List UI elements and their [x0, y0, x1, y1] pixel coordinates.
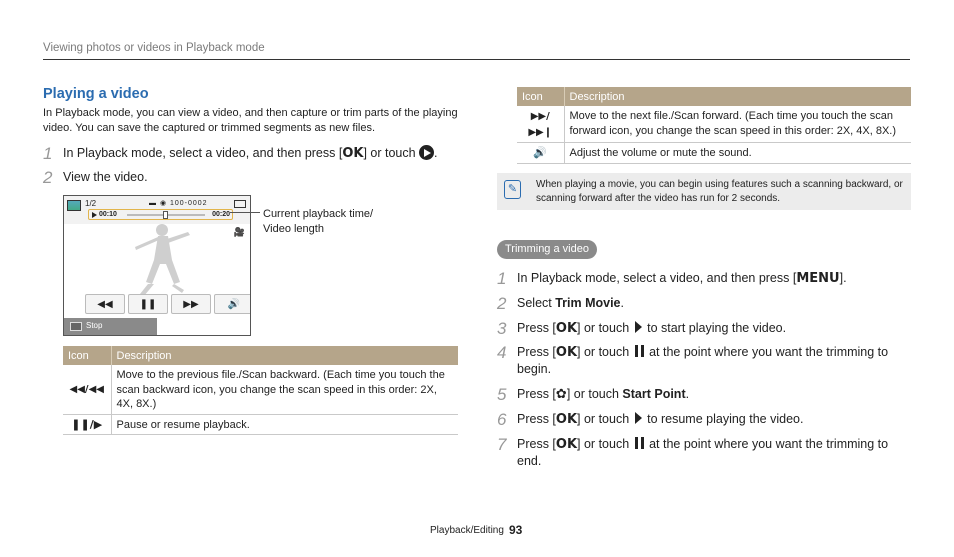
step-number: 1: [43, 144, 53, 163]
table-row: [517, 143, 911, 164]
pause-icon: [635, 437, 644, 449]
ok-button-glyph: OK: [555, 437, 578, 452]
progress-track: [127, 214, 205, 216]
back-key-icon: [70, 322, 82, 331]
pause-button[interactable]: [128, 294, 168, 314]
rewind-icon: ◀◀/◀◀: [63, 365, 111, 414]
file-count: 1/2: [85, 199, 97, 208]
table-header-icon: Icon: [517, 87, 564, 106]
header-divider: [43, 59, 910, 60]
section-intro: In Playback mode, you can view a video, and then capture or trim parts of the playing video. You can save the captured or trimmed segments as new files.: [43, 107, 458, 134]
subsection-pill: Trimming a video: [497, 240, 597, 259]
volume-icon: 🔊: [227, 298, 241, 310]
ok-button-glyph: OK: [342, 146, 364, 161]
ok-button-glyph: OK: [555, 412, 578, 427]
note-pencil-icon: ✎: [504, 180, 521, 199]
trim-step-3: 3 Press [OK] or touch to start playing the video.: [497, 319, 787, 338]
icon-description-table-right: [517, 87, 911, 164]
camera-icon: 🎥: [233, 227, 245, 237]
table-row: [63, 414, 458, 435]
status-icons: ▬ ◉ 100-0002: [149, 200, 208, 207]
footer-section-label: Playback/Editing: [430, 525, 504, 536]
ok-button-glyph: OK: [555, 321, 578, 336]
running-header: Viewing photos or videos in Playback mode: [43, 42, 265, 54]
play-icon: [92, 212, 97, 218]
trim-step-7: 7 Press [OK] or touch at the point where you want the trimming to end.: [497, 435, 889, 468]
fast-forward-icon: ▶▶/▶▶❙: [517, 106, 564, 143]
table-cell-description: Move to the next file./Scan forward. (Each time you touch the scan forward icon, you change the scan speed in this order: 2X, 4X, 8X.): [564, 106, 911, 143]
total-time: 00:20: [212, 211, 230, 218]
table-header-icon: Icon: [63, 346, 111, 365]
table-cell-description: Adjust the volume or mute the sound.: [564, 143, 911, 164]
step-text: In Playback mode, select a video, and then press [OK] or touch .: [63, 146, 438, 161]
table-header-description: Description: [111, 346, 458, 365]
rewind-button[interactable]: [85, 294, 125, 314]
volume-icon: 🔊: [517, 143, 564, 164]
rewind-icon: ◀◀: [97, 298, 113, 310]
callout-text: Current playback time/ Video length: [263, 208, 374, 235]
pause-play-icon: ❚❚/▶: [63, 414, 111, 435]
stop-label: Stop: [86, 321, 103, 330]
trim-step-5: 5 Press [✿] or touch Start Point.: [497, 385, 690, 404]
trim-step-4: 4 Press [OK] or touch at the point where you want the trimming to begin.: [497, 343, 889, 376]
play-circle-icon: [419, 145, 434, 160]
timer-button-glyph: ✿: [555, 387, 567, 402]
table-row: [517, 106, 911, 143]
table-cell-description: Move to the previous file./Scan backward. (Each time you touch the scan backward icon, you change the scan speed in this order: 2X, 4X, 8X.): [111, 365, 458, 414]
stop-button[interactable]: [64, 318, 157, 335]
play-icon: [635, 321, 642, 333]
trim-step-6: 6 Press [OK] or touch to resume playing the video.: [497, 410, 804, 429]
step-1-left: [43, 145, 463, 162]
step-number: 2: [43, 168, 53, 187]
fast-forward-button[interactable]: [171, 294, 211, 314]
volume-button[interactable]: [214, 294, 251, 314]
menu-button-glyph: MENU: [796, 271, 840, 286]
page-number: 93: [509, 523, 523, 537]
dancer-figure: [132, 220, 192, 298]
thumbnail-icon: [67, 200, 81, 211]
trim-step-2: 2 Select Trim Movie.: [497, 294, 624, 313]
progress-knob[interactable]: [163, 211, 168, 219]
battery-icon: [234, 200, 246, 208]
ok-button-glyph: OK: [555, 345, 578, 360]
note-text: When playing a movie, you can begin using features such a scanning backward, or scanning forward after the video has run for 2 seconds.: [536, 179, 903, 204]
callout-leader-line: [230, 212, 260, 213]
playback-controls: [85, 294, 251, 314]
icon-description-table-left: [63, 346, 458, 435]
table-cell-description: Pause or resume playback.: [111, 414, 458, 435]
playback-time-bar: [88, 209, 233, 220]
step-text: View the video.: [63, 170, 148, 184]
table-header-description: Description: [564, 87, 911, 106]
play-icon: [635, 412, 642, 424]
trim-step-1: 1 In Playback mode, select a video, and then press [MENU].: [497, 269, 847, 288]
step-2-left: [43, 169, 463, 186]
table-row: [63, 365, 458, 414]
fast-forward-icon: ▶▶: [183, 298, 199, 310]
section-title: Playing a video: [43, 86, 149, 102]
pause-icon: [635, 345, 644, 357]
current-time: 00:10: [99, 211, 117, 218]
note-box: [497, 173, 911, 210]
pause-icon: ❚❚: [139, 298, 157, 310]
camera-screen-illustration: [63, 195, 251, 336]
